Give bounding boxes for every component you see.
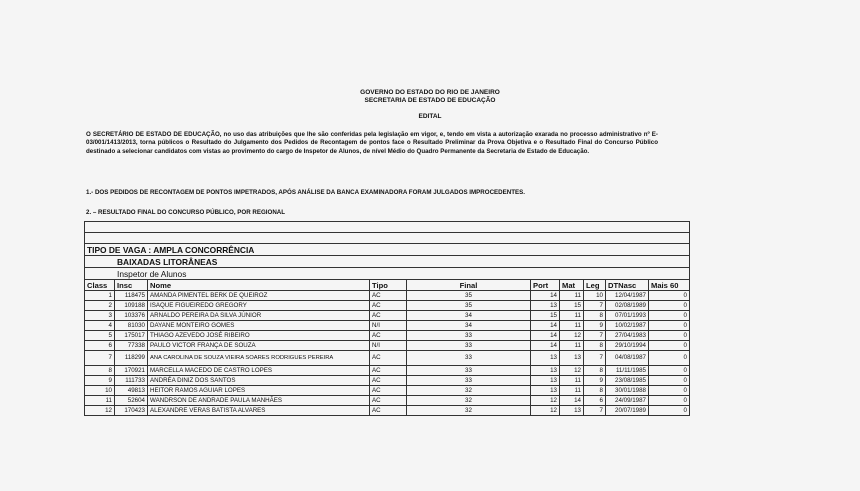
cell-tipo: AC <box>370 386 407 396</box>
cell-mat: 14 <box>560 396 584 406</box>
table-row <box>85 321 690 331</box>
cell-port: 13 <box>531 301 560 311</box>
column-header-row <box>85 280 690 291</box>
regional-label: BAIXADAS LITORÂNEAS <box>85 256 690 268</box>
cell-port: 13 <box>531 376 560 386</box>
col-header-tipo: Tipo <box>370 280 407 291</box>
col-header-mat: Mat <box>560 280 584 291</box>
cell-class: 11 <box>85 396 115 406</box>
cell-dtnasc: 04/08/1987 <box>606 351 649 366</box>
cell-mat: 11 <box>560 311 584 321</box>
cell-final: 33 <box>407 351 531 366</box>
cell-mais60: 0 <box>649 366 690 376</box>
cell-mais60: 0 <box>649 291 690 301</box>
cell-port: 14 <box>531 291 560 301</box>
cell-nome: ARNALDO PEREIRA DA SILVA JÚNIOR <box>148 311 370 321</box>
cell-final: 35 <box>407 291 531 301</box>
cell-mais60: 0 <box>649 376 690 386</box>
cell-insc: 103376 <box>115 311 148 321</box>
cell-leg: 7 <box>584 406 606 416</box>
cell-dtnasc: 07/01/1993 <box>606 311 649 321</box>
cell-nome: ALEXANDRE VERAS BATISTA ALVARES <box>148 406 370 416</box>
cell-class: 8 <box>85 366 115 376</box>
cell-mais60: 0 <box>649 321 690 331</box>
section-1-text: 1.- DOS PEDIDOS DE RECONTAGEM DE PONTOS IMPETRADOS, APÓS ANÁLISE DA BANCA EXAMINADORA FORAM JULGADOS IMPROCEDENTES. <box>86 189 525 196</box>
cell-final: 32 <box>407 386 531 396</box>
cell-leg: 8 <box>584 311 606 321</box>
cargo-label: Inspetor de Alunos <box>85 268 690 280</box>
col-header-leg: Leg <box>584 280 606 291</box>
table-row <box>85 331 690 341</box>
cell-nome: ANA CAROLINA DE SOUZA VIEIRA SOARES RODRIGUES PEREIRA <box>148 351 370 366</box>
cell-dtnasc: 10/02/1987 <box>606 321 649 331</box>
table-row <box>85 366 690 376</box>
table-row <box>85 396 690 406</box>
cell-tipo: AC <box>370 366 407 376</box>
cell-class: 4 <box>85 321 115 331</box>
cell-mat: 11 <box>560 386 584 396</box>
cell-insc: 49813 <box>115 386 148 396</box>
cell-class: 3 <box>85 311 115 321</box>
section-2-text: 2. – RESULTADO FINAL DO CONCURSO PÚBLICO, POR REGIONAL <box>86 209 286 216</box>
cell-class: 6 <box>85 341 115 351</box>
cell-mais60: 0 <box>649 331 690 341</box>
cell-leg: 6 <box>584 396 606 406</box>
table-row <box>85 406 690 416</box>
cell-nome: ISAQUE FIGUEIREDO GREGORY <box>148 301 370 311</box>
col-header-class: Class <box>85 280 115 291</box>
cell-nome: THIAGO AZEVEDO JOSÉ RIBEIRO <box>148 331 370 341</box>
cell-mat: 13 <box>560 351 584 366</box>
cell-tipo: AC <box>370 396 407 406</box>
cell-nome: PAULO VICTOR FRANÇA DE SOUZA <box>148 341 370 351</box>
cell-tipo: N/I <box>370 321 407 331</box>
cell-tipo: AC <box>370 376 407 386</box>
table-row <box>85 301 690 311</box>
table-row <box>85 341 690 351</box>
cell-insc: 175017 <box>115 331 148 341</box>
cell-tipo: N/I <box>370 341 407 351</box>
cell-port: 13 <box>531 351 560 366</box>
intro-paragraph: O SECRETÁRIO DE ESTADO DE EDUCAÇÃO, no uso das atribuições que lhe são conferidas pela legislação em vigor, e, tendo em vista a autorização exarada no processo administrativo nº E-03/001/1413/2013, torna públicos o Resultado do Julgamento dos Pedidos de Recontagem de pontos face o Resultado Preliminar da Prova Objetiva e o Resultado Final do Concurso Público destinado a selecionar candidatos com vistas ao provimento do cargo de Inspetor de Alunos, de nível Médio do Quadro Permanente da Secretaria de Estado de Educação. <box>86 131 658 155</box>
cell-final: 32 <box>407 396 531 406</box>
table-row <box>85 351 690 366</box>
table-row <box>85 386 690 396</box>
cell-mat: 12 <box>560 366 584 376</box>
vaga-row <box>85 244 690 256</box>
cell-tipo: AC <box>370 331 407 341</box>
cell-final: 33 <box>407 331 531 341</box>
cell-tipo: AC <box>370 291 407 301</box>
cell-mais60: 0 <box>649 396 690 406</box>
cell-final: 32 <box>407 406 531 416</box>
cell-insc: 118475 <box>115 291 148 301</box>
cell-insc: 118299 <box>115 351 148 366</box>
cell-leg: 10 <box>584 291 606 301</box>
col-header-nome: Nome <box>148 280 370 291</box>
cell-insc: 52604 <box>115 396 148 406</box>
cell-final: 34 <box>407 321 531 331</box>
cell-mais60: 0 <box>649 406 690 416</box>
cell-class: 5 <box>85 331 115 341</box>
header-government: GOVERNO DO ESTADO DO RIO DE JANEIRO <box>360 89 500 96</box>
regional-row <box>85 256 690 268</box>
cell-dtnasc: 11/11/1985 <box>606 366 649 376</box>
cell-mat: 11 <box>560 321 584 331</box>
cell-tipo: AC <box>370 301 407 311</box>
cell-leg: 9 <box>584 376 606 386</box>
cell-mat: 11 <box>560 341 584 351</box>
cell-mat: 15 <box>560 301 584 311</box>
cell-final: 33 <box>407 341 531 351</box>
cell-nome: DAYANE MONTEIRO GOMES <box>148 321 370 331</box>
cell-insc: 77338 <box>115 341 148 351</box>
table-row <box>85 291 690 301</box>
cell-insc: 170921 <box>115 366 148 376</box>
cell-mat: 11 <box>560 376 584 386</box>
cell-insc: 81030 <box>115 321 148 331</box>
table-row <box>85 311 690 321</box>
cell-class: 1 <box>85 291 115 301</box>
cell-class: 12 <box>85 406 115 416</box>
results-table <box>84 221 690 416</box>
cell-tipo: AC <box>370 311 407 321</box>
cell-mais60: 0 <box>649 386 690 396</box>
empty-row <box>85 222 690 233</box>
cell-leg: 8 <box>584 366 606 376</box>
cell-leg: 8 <box>584 341 606 351</box>
col-header-dtnasc: DTNasc <box>606 280 649 291</box>
document-title: EDITAL <box>418 113 442 120</box>
cell-port: 12 <box>531 396 560 406</box>
cell-class: 9 <box>85 376 115 386</box>
cell-mais60: 0 <box>649 311 690 321</box>
table-row <box>85 376 690 386</box>
cell-insc: 109188 <box>115 301 148 311</box>
cell-tipo: AC <box>370 406 407 416</box>
cell-class: 2 <box>85 301 115 311</box>
cell-nome: AMANDA PIMENTEL BERK DE QUEIROZ <box>148 291 370 301</box>
cell-leg: 8 <box>584 386 606 396</box>
cell-dtnasc: 30/01/1988 <box>606 386 649 396</box>
cell-mais60: 0 <box>649 301 690 311</box>
cell-leg: 7 <box>584 331 606 341</box>
cell-final: 35 <box>407 301 531 311</box>
col-header-insc: Insc <box>115 280 148 291</box>
cell-port: 13 <box>531 386 560 396</box>
col-header-final: Final <box>407 280 531 291</box>
cell-dtnasc: 29/10/1994 <box>606 341 649 351</box>
cell-dtnasc: 20/07/1989 <box>606 406 649 416</box>
vaga-label: TIPO DE VAGA : AMPLA CONCORRÊNCIA <box>85 244 690 256</box>
cell-dtnasc: 24/09/1987 <box>606 396 649 406</box>
cell-port: 14 <box>531 341 560 351</box>
cell-dtnasc: 23/08/1985 <box>606 376 649 386</box>
cell-final: 34 <box>407 311 531 321</box>
empty-row <box>85 233 690 244</box>
cell-port: 14 <box>531 331 560 341</box>
cell-leg: 7 <box>584 301 606 311</box>
cell-nome: HEITOR RAMOS AGUIAR LOPES <box>148 386 370 396</box>
cell-port: 12 <box>531 406 560 416</box>
cargo-row <box>85 268 690 280</box>
cell-port: 14 <box>531 321 560 331</box>
cell-leg: 7 <box>584 351 606 366</box>
cell-final: 33 <box>407 376 531 386</box>
cell-insc: 170423 <box>115 406 148 416</box>
cell-mat: 12 <box>560 331 584 341</box>
cell-class: 7 <box>85 351 115 366</box>
cell-mais60: 0 <box>649 351 690 366</box>
cell-dtnasc: 02/08/1989 <box>606 301 649 311</box>
cell-class: 10 <box>85 386 115 396</box>
cell-leg: 9 <box>584 321 606 331</box>
cell-dtnasc: 27/04/1983 <box>606 331 649 341</box>
cell-insc: 111733 <box>115 376 148 386</box>
cell-nome: ANDRÉA DINIZ DOS SANTOS <box>148 376 370 386</box>
cell-tipo: AC <box>370 351 407 366</box>
cell-mat: 13 <box>560 406 584 416</box>
cell-nome: MARCELLA MACEDO DE CASTRO LOPES <box>148 366 370 376</box>
col-header-port: Port <box>531 280 560 291</box>
cell-dtnasc: 12/04/1987 <box>606 291 649 301</box>
cell-final: 33 <box>407 366 531 376</box>
cell-mais60: 0 <box>649 341 690 351</box>
col-header-mais60: Mais 60 <box>649 280 690 291</box>
cell-nome: WANDRSON DE ANDRADE PAULA MANHÃES <box>148 396 370 406</box>
cell-mat: 11 <box>560 291 584 301</box>
header-secretariat: SECRETARIA DE ESTADO DE EDUCAÇÃO <box>364 97 496 104</box>
cell-port: 15 <box>531 311 560 321</box>
cell-port: 13 <box>531 366 560 376</box>
